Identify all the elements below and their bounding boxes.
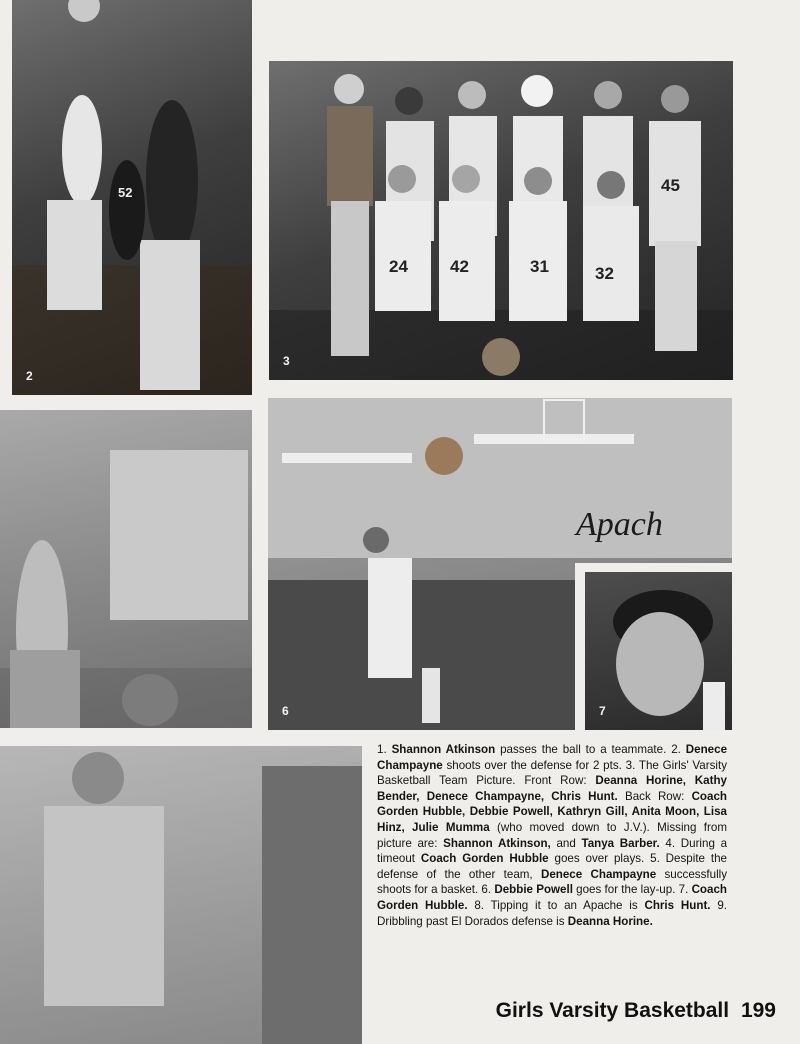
page-footer [470,999,776,1023]
caption-name: Coach Gorden Hubble. [377,883,727,912]
caption-name: Shannon Atkinson, [443,836,551,850]
photo-bottom-left [0,746,362,1044]
section-title: Girls Varsity Basketball [495,999,730,1022]
caption-name: Chris Hunt. [644,898,711,912]
photo-bottom-left-figures [0,746,362,1044]
photo-2 [12,0,252,395]
jersey-number-label: 31 [530,257,549,276]
caption-text: successfully shoots for a basket. 6. [377,867,728,897]
caption-name: Deanna Horine. [567,914,653,928]
caption-text: 9. Dribbling past El Dorados defense is [377,898,728,928]
caption-text: (who moved down to J.V.). Missing from picture are: [377,820,727,850]
jersey-number-label: 24 [389,257,408,276]
jersey-number-label: 52 [118,185,133,200]
photo-caption [377,742,727,929]
jersey-number-label: 45 [661,176,680,195]
caption-text: goes over plays. 5. Despite the defense of the other team, [377,852,727,881]
caption-name: Coach Gorden Hubble [420,852,549,866]
page-number: 199 [740,999,776,1022]
caption-name: Coach Gorden Hubble, Debbie Powell, Kathryn Gill, Anita Moon, Lisa Hinz, Julie Mumma [377,789,727,834]
caption-name: Debbie Powell [494,883,573,897]
photo-number: 7 [599,704,606,718]
jersey-number-label: 42 [450,257,469,276]
gym-sign-text: Apach [576,506,663,543]
caption-name: Shannon Atkinson [391,743,496,756]
caption-text: 4. During a timeout [377,836,728,866]
caption-text: and [550,836,582,850]
caption-text: 1. [377,743,392,756]
photo-number: 6 [282,704,289,718]
caption-text: passes the ball to a teammate. 2. [495,743,686,756]
photo-7-coach [585,572,732,730]
caption-text: shoots over the defense for 2 pts. 3. The Girls' Varsity Basketball Team Picture. Front Row: [377,758,727,788]
caption-name: Denece Champayne [540,867,657,881]
photo-7-figure [585,572,732,730]
caption-name: Denece Champayne [377,743,728,772]
photo-3-team-picture [269,61,733,380]
photo-number: 2 [26,369,33,383]
caption-text: goes for the lay-up. 7. [572,883,692,897]
caption-text: 8. Tipping it to an Apache is [467,898,645,912]
caption-name: Deanna Horine, Kathy Bender, Denece Champayne, Chris Hunt. [377,774,727,803]
photo-left-middle-figures [0,410,252,728]
caption-name: Tanya Barber. [581,836,660,850]
team-figures [269,61,733,380]
photo-left-middle [0,410,252,728]
jersey-number-label: 32 [595,264,614,283]
caption-text: Back Row: [617,789,692,803]
photo-number: 3 [283,354,290,368]
